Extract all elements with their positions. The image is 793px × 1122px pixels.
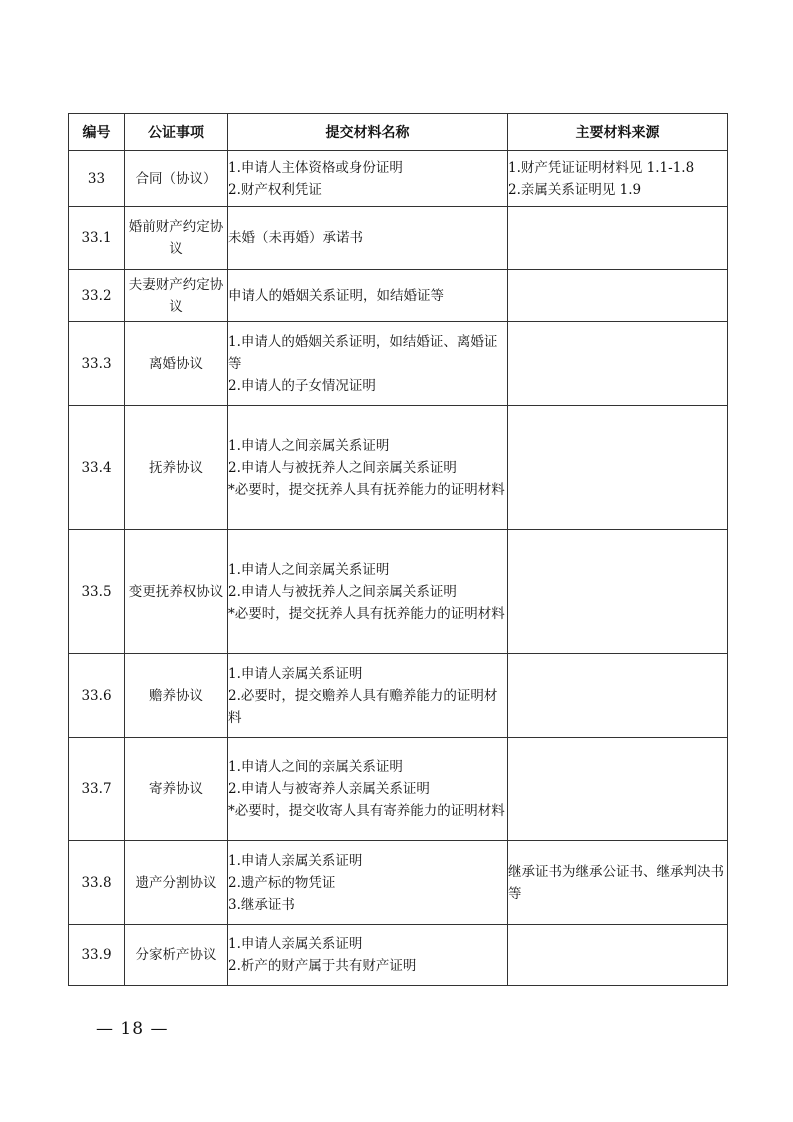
header-number: 编号 — [69, 114, 125, 151]
cell-materials — [228, 406, 508, 530]
cell-number: 33.7 — [69, 738, 125, 841]
cell-notary-item: 遗产分割协议 — [125, 841, 228, 925]
cell-sources — [508, 530, 728, 654]
cell-notary-item: 分家析产协议 — [125, 925, 228, 986]
table-row — [69, 530, 728, 654]
material-line: 1.申请人的婚姻关系证明，如结婚证、离婚证等 — [228, 333, 498, 372]
source-line: 1.财产凭证证明材料见 1.1-1.8 — [508, 159, 695, 176]
source-line: 继承证书为继承公证书、继承判决书等 — [508, 863, 724, 902]
cell-materials — [228, 841, 508, 925]
material-line: 1.申请人之间亲属关系证明 — [228, 437, 390, 454]
cell-number: 33.3 — [69, 322, 125, 406]
material-line: 未婚（未再婚）承诺书 — [228, 230, 363, 246]
cell-notary-item: 婚前财产约定协议 — [125, 207, 228, 270]
table-row — [69, 270, 728, 322]
material-line: 2.析产的财产属于共有财产证明 — [228, 958, 417, 974]
notarization-materials-table — [68, 113, 728, 986]
header-notary-item: 公证事项 — [125, 114, 228, 151]
material-line: 1.申请人亲属关系证明 — [228, 936, 363, 952]
material-line: 2.申请人与被抚养人之间亲属关系证明 — [228, 459, 457, 476]
cell-materials — [228, 654, 508, 738]
cell-sources — [508, 406, 728, 530]
cell-notary-item: 寄养协议 — [125, 738, 228, 841]
cell-number: 33.1 — [69, 207, 125, 270]
cell-number: 33.8 — [69, 841, 125, 925]
cell-notary-item: 赡养协议 — [125, 654, 228, 738]
cell-sources — [508, 207, 728, 270]
material-line: 3.继承证书 — [228, 896, 295, 913]
cell-materials — [228, 270, 508, 322]
cell-number: 33.2 — [69, 270, 125, 322]
material-line: 1.申请人亲属关系证明 — [228, 852, 363, 869]
cell-sources — [508, 654, 728, 738]
material-line: 1.申请人亲属关系证明 — [228, 665, 363, 682]
cell-materials — [228, 925, 508, 986]
table-row — [69, 738, 728, 841]
material-line: 1.申请人主体资格或身份证明 — [228, 159, 403, 176]
material-line: 2.财产权利凭证 — [228, 181, 322, 198]
cell-notary-item: 合同（协议） — [125, 151, 228, 207]
cell-notary-item: 夫妻财产约定协议 — [125, 270, 228, 322]
material-line: *必要时，提交抚养人具有抚养能力的证明材料 — [228, 605, 505, 622]
material-line: 2.申请人的子女情况证明 — [228, 377, 376, 394]
cell-notary-item: 变更抚养权协议 — [125, 530, 228, 654]
table-body — [69, 151, 728, 986]
material-line: 2.申请人与被寄养人亲属关系证明 — [228, 781, 430, 797]
cell-materials — [228, 207, 508, 270]
cell-sources — [508, 151, 728, 207]
cell-sources — [508, 738, 728, 841]
table-row — [69, 207, 728, 270]
cell-materials — [228, 151, 508, 207]
cell-sources — [508, 270, 728, 322]
cell-number: 33.6 — [69, 654, 125, 738]
material-line: 1.申请人之间的亲属关系证明 — [228, 759, 403, 775]
material-line: 申请人的婚姻关系证明，如结婚证等 — [228, 287, 444, 304]
cell-number: 33.5 — [69, 530, 125, 654]
cell-materials — [228, 530, 508, 654]
material-line: 2.遗产标的物凭证 — [228, 874, 336, 891]
cell-materials — [228, 738, 508, 841]
source-line: 2.亲属关系证明见 1.9 — [508, 181, 642, 198]
header-sources: 主要材料来源 — [508, 114, 728, 151]
cell-sources — [508, 322, 728, 406]
material-line: *必要时，提交收寄人具有寄养能力的证明材料 — [228, 803, 505, 819]
table-row — [69, 151, 728, 207]
cell-materials — [228, 322, 508, 406]
cell-notary-item: 离婚协议 — [125, 322, 228, 406]
cell-number: 33.4 — [69, 406, 125, 530]
table-row — [69, 925, 728, 986]
header-materials: 提交材料名称 — [228, 114, 508, 151]
table-row — [69, 322, 728, 406]
table-row — [69, 841, 728, 925]
cell-notary-item: 抚养协议 — [125, 406, 228, 530]
material-line: 2.必要时，提交赡养人具有赡养能力的证明材料 — [228, 687, 498, 726]
table-row — [69, 654, 728, 738]
cell-number: 33.9 — [69, 925, 125, 986]
material-line: *必要时，提交抚养人具有抚养能力的证明材料 — [228, 481, 505, 498]
cell-number: 33 — [69, 151, 125, 207]
material-line: 1.申请人之间亲属关系证明 — [228, 561, 390, 578]
table-header-row — [69, 114, 728, 151]
cell-sources — [508, 925, 728, 986]
material-line: 2.申请人与被抚养人之间亲属关系证明 — [228, 583, 457, 600]
table-row — [69, 406, 728, 530]
page-number: — 18 — — [96, 1019, 169, 1039]
cell-sources — [508, 841, 728, 925]
